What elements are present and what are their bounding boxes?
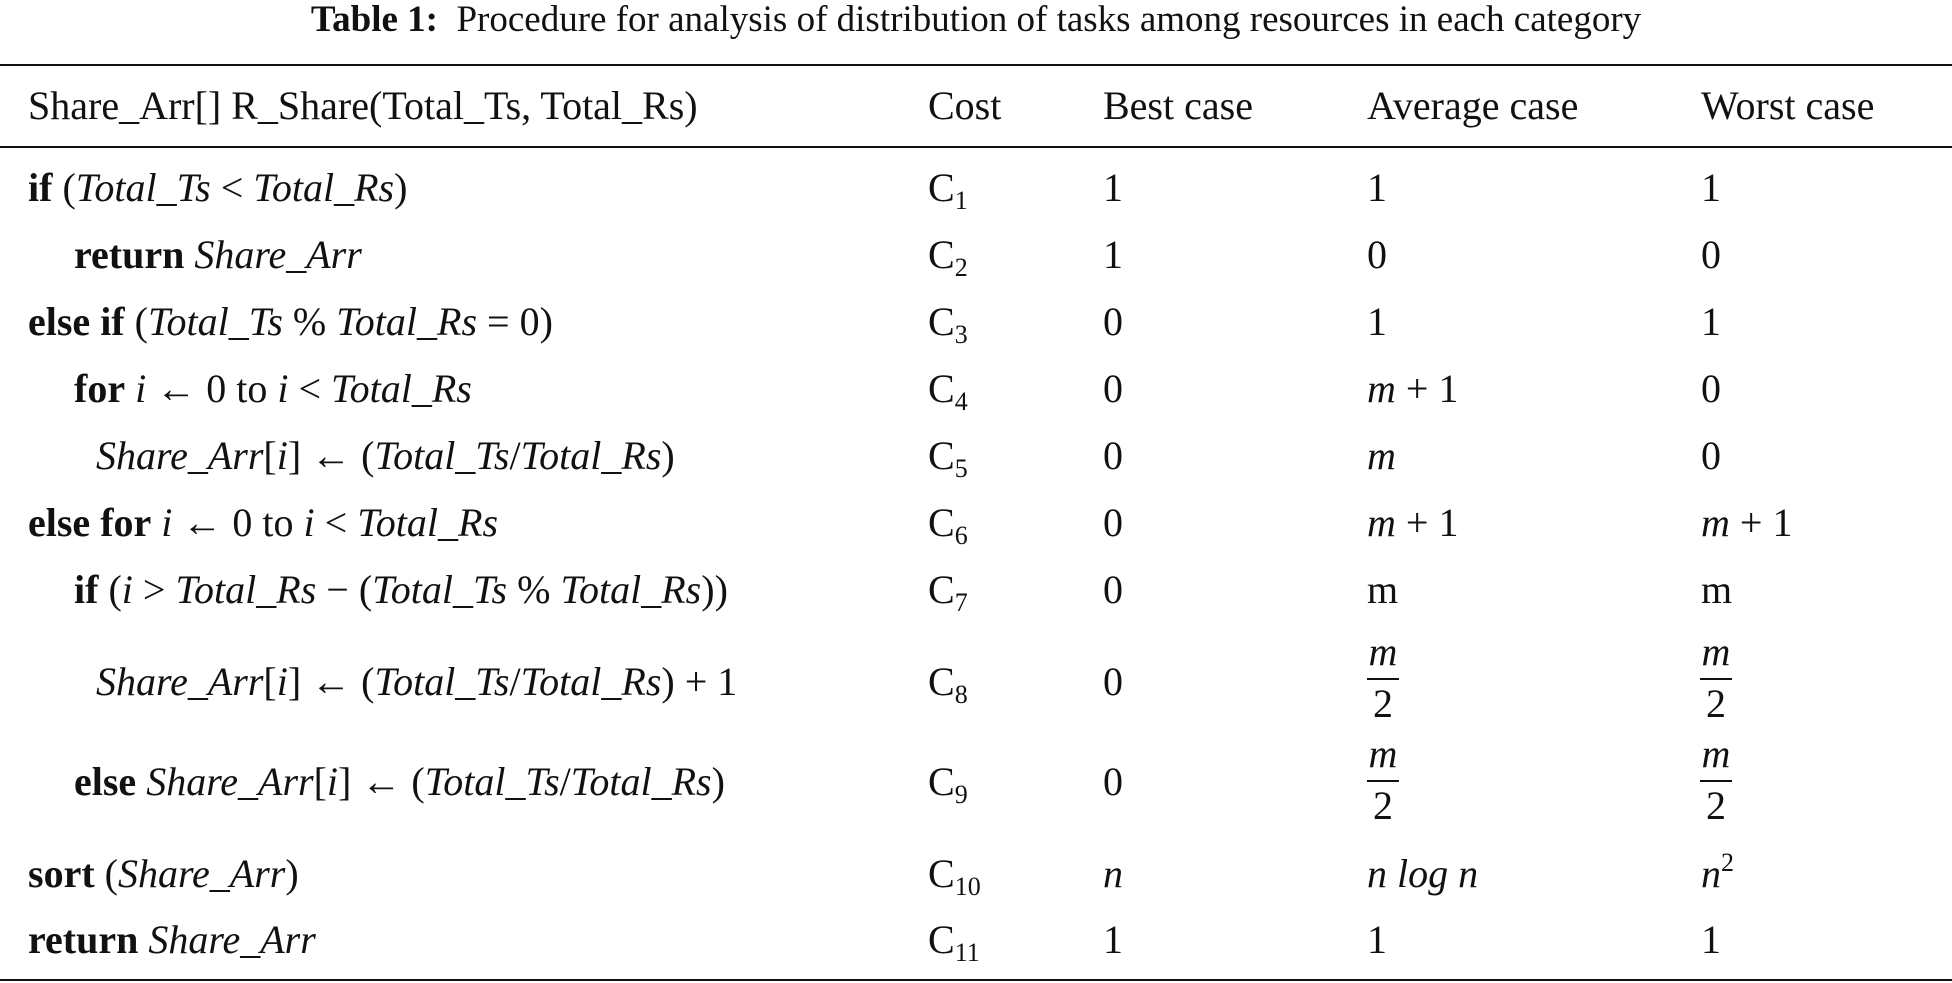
fraction-denominator: 2 (1373, 681, 1393, 726)
cost-cell: $C_1$ (928, 165, 968, 215)
header-procedure: Share_Arr[] R_Share(Total_Ts, Total_Rs) (28, 83, 698, 128)
average-case-cell: m (1367, 433, 1396, 478)
code-line-6: else for i ← 0 to i < Total_Rs (28, 500, 499, 545)
worst-case-fraction (1698, 630, 1734, 728)
worst-case-cell: 1 (1701, 165, 1721, 210)
header-best-case: Best case (1103, 83, 1253, 128)
code-line-11: return Share_Arr (28, 917, 316, 962)
best-case-cell: 1 (1103, 232, 1123, 277)
average-case-fraction (1365, 732, 1401, 830)
average-case-cell: 1 (1367, 165, 1387, 210)
cost-cell: $C_7$ (928, 567, 968, 617)
average-case-cell: 0 (1367, 232, 1387, 277)
cost-cell: $C_{10}$ (928, 851, 981, 901)
code-line-9: else Share_Arr[i] ← (Total_Ts/Total_Rs) (74, 759, 725, 804)
code-line-1: if (Total_Ts < Total_Rs) (28, 165, 408, 210)
code-line-2: return Share_Arr (74, 232, 362, 277)
fraction-denominator: 2 (1373, 783, 1393, 828)
header-cost: Cost (928, 83, 1002, 128)
header-average-case: Average case (1367, 83, 1579, 128)
average-case-cell: n log n (1367, 851, 1479, 896)
fraction-numerator: m (1701, 629, 1731, 674)
cost-cell: $C_4$ (928, 366, 968, 416)
code-line-3: else if (Total_Ts % Total_Rs = 0) (28, 299, 553, 344)
code-line-8: Share_Arr[i] ← (Total_Ts/Total_Rs) + 1 (96, 659, 738, 704)
worst-case-cell: 1 (1701, 917, 1721, 962)
caption-text: Procedure for analysis of distribution of tasks among resources in each category (456, 0, 1642, 40)
best-case-cell: 0 (1103, 500, 1123, 545)
cost-cell: $C_5$ (928, 433, 968, 483)
best-case-cell: 0 (1103, 433, 1123, 478)
best-case-cell: 0 (1103, 366, 1123, 411)
best-case-cell: 1 (1103, 165, 1123, 210)
worst-case-cell: m (1701, 567, 1733, 612)
average-case-cell: 1 (1367, 299, 1387, 344)
fraction-numerator: m (1701, 731, 1731, 776)
best-case-cell: 0 (1103, 567, 1123, 612)
average-case-cell: m + 1 (1367, 500, 1459, 545)
best-case-cell: 1 (1103, 917, 1123, 962)
cost-cell: $C_2$ (928, 232, 968, 282)
code-line-10: sort (Share_Arr) (28, 851, 299, 896)
best-case-cell: n (1103, 851, 1123, 896)
fraction-denominator: 2 (1706, 783, 1726, 828)
worst-case-cell: 0 (1701, 366, 1721, 411)
worst-case-cell: 0 (1701, 232, 1721, 277)
worst-case-cell: $n^2$ (1701, 848, 1734, 896)
cost-cell: $C_8$ (928, 659, 968, 709)
best-case-cell: 0 (1103, 759, 1123, 804)
average-case-cell: 1 (1367, 917, 1387, 962)
average-case-fraction (1365, 630, 1401, 728)
header-rule (0, 146, 1952, 148)
table-caption (0, 0, 1952, 44)
code-line-4: for i ← 0 to i < Total_Rs (74, 366, 472, 411)
cost-cell: $C_{11}$ (928, 917, 980, 967)
fraction-numerator: m (1368, 629, 1398, 674)
worst-case-cell: 0 (1701, 433, 1721, 478)
cost-cell: $C_3$ (928, 299, 968, 349)
cost-cell: $C_9$ (928, 759, 968, 809)
best-case-cell: 0 (1103, 299, 1123, 344)
fraction-numerator: m (1368, 731, 1398, 776)
fraction-denominator: 2 (1706, 681, 1726, 726)
header-worst-case: Worst case (1701, 83, 1875, 128)
worst-case-fraction (1698, 732, 1734, 830)
worst-case-cell: 1 (1701, 299, 1721, 344)
average-case-cell: m (1367, 567, 1399, 612)
caption-label: Table 1: (310, 0, 438, 40)
bottom-rule (0, 979, 1952, 981)
code-line-5: Share_Arr[i] ← (Total_Ts/Total_Rs) (96, 433, 675, 478)
top-rule (0, 64, 1952, 66)
worst-case-cell: m + 1 (1701, 500, 1793, 545)
cost-cell: $C_6$ (928, 500, 968, 550)
average-case-cell: m + 1 (1367, 366, 1459, 411)
code-line-7: if (i > Total_Rs − (Total_Ts % Total_Rs)) (74, 567, 728, 612)
best-case-cell: 0 (1103, 659, 1123, 704)
